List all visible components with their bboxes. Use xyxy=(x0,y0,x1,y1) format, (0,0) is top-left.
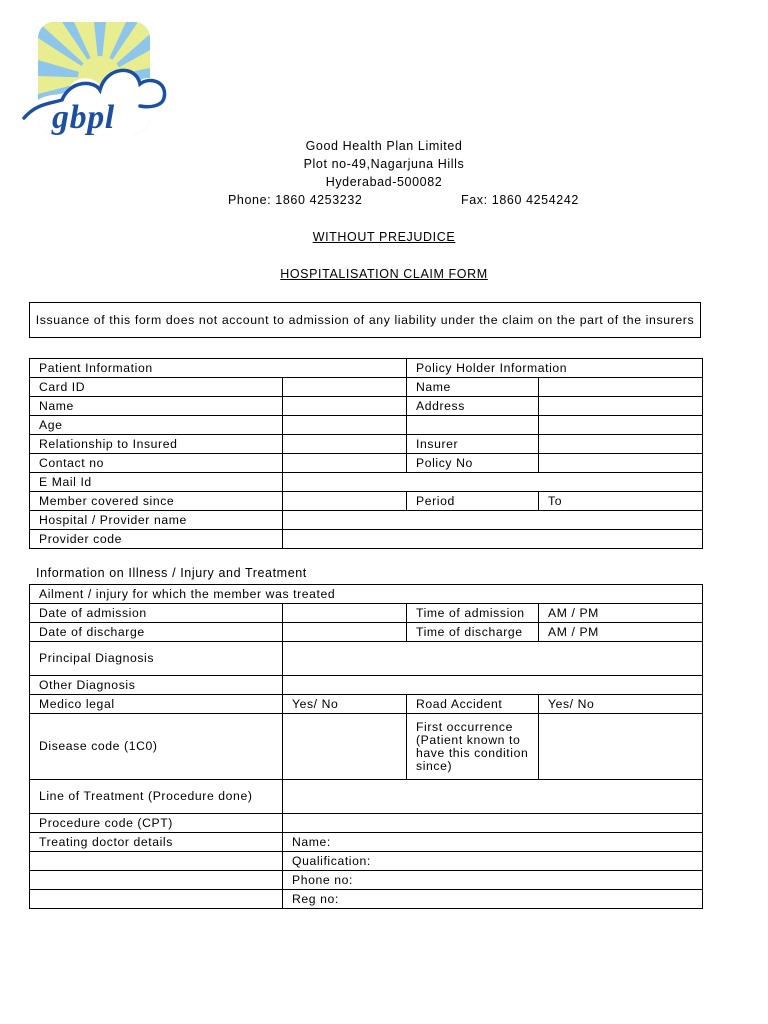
logo-text: gbpl xyxy=(52,99,115,136)
hospital-field[interactable] xyxy=(283,511,703,530)
first-occurrence-field[interactable] xyxy=(539,714,703,780)
line-of-treatment-field[interactable] xyxy=(283,780,703,814)
member-since-field[interactable] xyxy=(283,492,407,511)
other-diagnosis-label: Other Diagnosis xyxy=(30,676,283,695)
policy-no-label: Policy No xyxy=(407,454,539,473)
hospital-label: Hospital / Provider name xyxy=(30,511,283,530)
liability-notice: Issuance of this form does not account to admission of any liability under the claim on the part of the insurers xyxy=(29,302,701,338)
patient-policy-table xyxy=(29,358,703,549)
period-label: Period xyxy=(407,492,539,511)
company-address-line1: Plot no-49,Nagarjuna Hills xyxy=(303,157,465,171)
principal-diagnosis-label: Principal Diagnosis xyxy=(30,642,283,676)
relationship-field[interactable] xyxy=(283,435,407,454)
illness-section-title: Information on Illness / Injury and Treatment xyxy=(36,566,307,580)
discharge-ampm-field[interactable]: AM / PM xyxy=(539,623,703,642)
doctor-qualification-field[interactable]: Qualification: xyxy=(283,852,703,871)
without-prejudice-label: WITHOUT PREJUDICE xyxy=(312,230,456,244)
discharge-time-label: Time of discharge xyxy=(407,623,539,642)
discharge-date-label: Date of discharge xyxy=(30,623,283,642)
disease-code-field[interactable] xyxy=(283,714,407,780)
principal-diagnosis-field[interactable] xyxy=(283,642,703,676)
admission-ampm-field[interactable]: AM / PM xyxy=(539,604,703,623)
provider-code-field[interactable] xyxy=(283,530,703,549)
card-id-field[interactable] xyxy=(283,378,407,397)
contact-field[interactable] xyxy=(283,454,407,473)
age-label: Age xyxy=(30,416,283,435)
admission-time-label: Time of admission xyxy=(407,604,539,623)
medico-legal-label: Medico legal xyxy=(30,695,283,714)
period-to-field[interactable]: To xyxy=(539,492,703,511)
procedure-code-label: Procedure code (CPT) xyxy=(30,814,283,833)
procedure-code-field[interactable] xyxy=(283,814,703,833)
holder-address-field[interactable] xyxy=(539,397,703,416)
doctor-reg-field[interactable]: Reg no: xyxy=(283,890,703,909)
doctor-blank-2 xyxy=(30,871,283,890)
company-name: Good Health Plan Limited xyxy=(305,139,463,153)
age-field[interactable] xyxy=(283,416,407,435)
doctor-name-field[interactable]: Name: xyxy=(283,833,703,852)
road-accident-field[interactable]: Yes/ No xyxy=(539,695,703,714)
company-phone: Phone: 1860 4253232 xyxy=(228,193,363,207)
member-since-label: Member covered since xyxy=(30,492,283,511)
policy-no-field[interactable] xyxy=(539,454,703,473)
insurer-label: Insurer xyxy=(407,435,539,454)
gbpl-logo xyxy=(22,20,170,138)
provider-code-label: Provider code xyxy=(30,530,283,549)
patient-info-header: Patient Information xyxy=(30,359,407,378)
admission-date-field[interactable] xyxy=(283,604,407,623)
discharge-date-field[interactable] xyxy=(283,623,407,642)
line-of-treatment-label: Line of Treatment (Procedure done) xyxy=(30,780,283,814)
company-address-line2: Hyderabad-500082 xyxy=(325,175,443,189)
contact-label: Contact no xyxy=(30,454,283,473)
illness-treatment-table xyxy=(29,584,703,909)
doctor-phone-field[interactable]: Phone no: xyxy=(283,871,703,890)
treating-doctor-label: Treating doctor details xyxy=(30,833,283,852)
other-diagnosis-field[interactable] xyxy=(283,676,703,695)
holder-address-label: Address xyxy=(407,397,539,416)
relationship-label: Relationship to Insured xyxy=(30,435,283,454)
admission-date-label: Date of admission xyxy=(30,604,283,623)
holder-name-label: Name xyxy=(407,378,539,397)
holder-name-field[interactable] xyxy=(539,378,703,397)
disease-code-label: Disease code (1C0) xyxy=(30,714,283,780)
form-title: HOSPITALISATION CLAIM FORM xyxy=(280,267,488,281)
holder-address-field-2[interactable] xyxy=(407,416,539,435)
ailment-label: Ailment / injury for which the member was treated xyxy=(30,585,703,604)
doctor-blank-3 xyxy=(30,890,283,909)
company-fax: Fax: 1860 4254242 xyxy=(461,193,579,207)
doctor-blank-1 xyxy=(30,852,283,871)
insurer-field[interactable] xyxy=(539,435,703,454)
email-field[interactable] xyxy=(283,473,703,492)
policy-holder-header: Policy Holder Information xyxy=(407,359,703,378)
road-accident-label: Road Accident xyxy=(407,695,539,714)
patient-name-field[interactable] xyxy=(283,397,407,416)
email-label: E Mail Id xyxy=(30,473,283,492)
holder-address-field-3[interactable] xyxy=(539,416,703,435)
card-id-label: Card ID xyxy=(30,378,283,397)
patient-name-label: Name xyxy=(30,397,283,416)
medico-legal-field[interactable]: Yes/ No xyxy=(283,695,407,714)
first-occurrence-label: First occurrence (Patient known to have this condition since) xyxy=(407,714,539,780)
